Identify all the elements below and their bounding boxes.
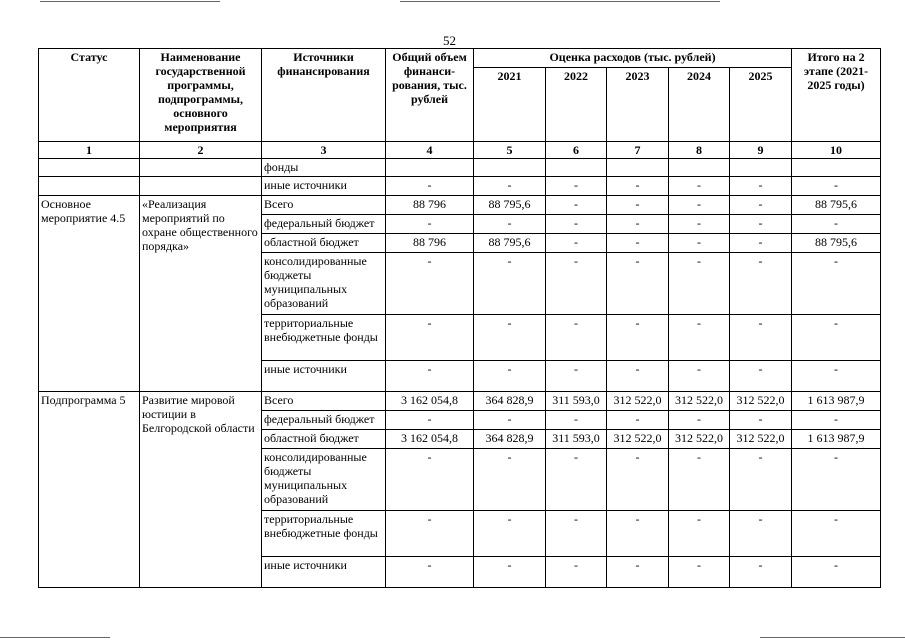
value-cell: - [474, 511, 546, 557]
value-cell: - [386, 361, 474, 392]
value-cell: - [474, 177, 546, 196]
value-cell: - [730, 361, 792, 392]
value-cell [669, 159, 730, 177]
value-cell: - [386, 557, 474, 588]
status-cell: Основное мероприятие 4.5 [39, 196, 140, 392]
value-cell: - [730, 234, 792, 253]
column-number: 6 [546, 142, 607, 159]
value-cell: - [474, 215, 546, 234]
value-cell: - [607, 315, 669, 361]
value-cell: 312 522,0 [730, 392, 792, 411]
value-cell: - [607, 361, 669, 392]
value-cell: - [669, 511, 730, 557]
source-cell: иные источники [262, 177, 386, 196]
status-cell: Подпрограмма 5 [39, 392, 140, 588]
header-year: 2024 [669, 68, 730, 142]
value-cell: - [386, 177, 474, 196]
value-cell [474, 159, 546, 177]
value-cell: - [792, 215, 881, 234]
value-cell: - [386, 215, 474, 234]
source-cell: федеральный бюджет [262, 411, 386, 430]
value-cell: - [669, 177, 730, 196]
source-cell: иные источники [262, 361, 386, 392]
value-cell: - [730, 511, 792, 557]
value-cell: - [546, 215, 607, 234]
value-cell: 3 162 054,8 [386, 430, 474, 449]
value-cell: - [607, 234, 669, 253]
value-cell: - [607, 449, 669, 511]
source-cell: иные источники [262, 557, 386, 588]
source-cell: областной бюджет [262, 430, 386, 449]
value-cell: - [792, 511, 881, 557]
value-cell: - [730, 449, 792, 511]
value-cell: - [546, 315, 607, 361]
value-cell: - [669, 315, 730, 361]
column-number: 3 [262, 142, 386, 159]
value-cell: - [474, 361, 546, 392]
header-year: 2025 [730, 68, 792, 142]
value-cell: - [546, 449, 607, 511]
value-cell: - [474, 411, 546, 430]
value-cell: - [792, 411, 881, 430]
header-year: 2023 [607, 68, 669, 142]
value-cell: - [730, 411, 792, 430]
value-cell: - [792, 361, 881, 392]
value-cell: - [792, 449, 881, 511]
value-cell: 312 522,0 [669, 430, 730, 449]
value-cell: - [792, 557, 881, 588]
value-cell: 312 522,0 [730, 430, 792, 449]
value-cell: - [792, 253, 881, 315]
value-cell: 3 162 054,8 [386, 392, 474, 411]
value-cell: - [607, 196, 669, 215]
header-year: 2022 [546, 68, 607, 142]
value-cell: - [546, 253, 607, 315]
column-number: 1 [39, 142, 140, 159]
value-cell: - [546, 177, 607, 196]
header-stage-total: Итого на 2 этапе (2021-2025 годы) [792, 49, 881, 142]
source-cell: федеральный бюджет [262, 215, 386, 234]
name-cell [140, 159, 262, 177]
table-row [39, 177, 881, 196]
column-number: 8 [669, 142, 730, 159]
source-cell: консолидированные бюджеты муниципальных образований [262, 449, 386, 511]
value-cell: - [474, 557, 546, 588]
table-row [39, 159, 881, 177]
value-cell: - [386, 315, 474, 361]
value-cell: - [792, 315, 881, 361]
value-cell: - [386, 449, 474, 511]
header-status: Статус [39, 49, 140, 142]
column-number: 4 [386, 142, 474, 159]
value-cell: - [607, 177, 669, 196]
value-cell: 364 828,9 [474, 430, 546, 449]
value-cell: - [607, 511, 669, 557]
name-cell: Развитие мировой юстиции в Белгородской области [140, 392, 262, 588]
value-cell: 88 796 [386, 234, 474, 253]
value-cell: - [474, 315, 546, 361]
scan-line-top-right [400, 1, 720, 2]
header-year: 2021 [474, 68, 546, 142]
value-cell: - [546, 511, 607, 557]
value-cell: - [669, 449, 730, 511]
value-cell: - [669, 411, 730, 430]
value-cell: - [669, 253, 730, 315]
name-cell [140, 177, 262, 196]
value-cell: - [546, 196, 607, 215]
column-number: 7 [607, 142, 669, 159]
value-cell: 1 613 987,9 [792, 430, 881, 449]
value-cell: - [386, 253, 474, 315]
header-program-name: Наименование государственной программы, подпрограммы, основного мероприятия [140, 49, 262, 142]
value-cell: - [730, 196, 792, 215]
value-cell: - [546, 234, 607, 253]
value-cell: - [546, 557, 607, 588]
value-cell: - [546, 361, 607, 392]
value-cell: - [730, 253, 792, 315]
table-row [39, 392, 881, 411]
source-cell: территориальные внебюджетные фонды [262, 511, 386, 557]
value-cell: 1 613 987,9 [792, 392, 881, 411]
value-cell: 312 522,0 [669, 392, 730, 411]
column-numbers-row [39, 142, 881, 159]
value-cell: 311 593,0 [546, 430, 607, 449]
value-cell [546, 159, 607, 177]
value-cell: 312 522,0 [607, 430, 669, 449]
value-cell: - [386, 511, 474, 557]
value-cell: 311 593,0 [546, 392, 607, 411]
header-total-volume: Общий объем финанси-рования, тыс. рублей [386, 49, 474, 142]
source-cell: консолидированные бюджеты муниципальных образований [262, 253, 386, 315]
scan-line-top [40, 1, 220, 2]
value-cell [607, 159, 669, 177]
value-cell: - [474, 253, 546, 315]
value-cell: - [669, 234, 730, 253]
source-cell: областной бюджет [262, 234, 386, 253]
value-cell: 88 796 [386, 196, 474, 215]
value-cell: - [730, 557, 792, 588]
source-cell: территориальные внебюджетные фонды [262, 315, 386, 361]
header-estimate: Оценка расходов (тыс. рублей) [474, 49, 792, 68]
page-number: 52 [443, 33, 456, 48]
value-cell [730, 159, 792, 177]
value-cell: 88 795,6 [474, 196, 546, 215]
value-cell: 312 522,0 [607, 392, 669, 411]
source-cell: фонды [262, 159, 386, 177]
value-cell [792, 159, 881, 177]
value-cell: - [546, 411, 607, 430]
value-cell: - [730, 177, 792, 196]
source-cell: Всего [262, 392, 386, 411]
column-number: 5 [474, 142, 546, 159]
value-cell: - [607, 411, 669, 430]
value-cell: - [386, 411, 474, 430]
value-cell: 88 795,6 [792, 234, 881, 253]
status-cell [39, 159, 140, 177]
column-number: 10 [792, 142, 881, 159]
table-row [39, 196, 881, 215]
value-cell: - [607, 215, 669, 234]
value-cell: - [669, 196, 730, 215]
scan-line-bottom-right [760, 637, 905, 638]
value-cell: - [730, 315, 792, 361]
value-cell: 364 828,9 [474, 392, 546, 411]
value-cell: - [669, 557, 730, 588]
value-cell: - [669, 361, 730, 392]
source-cell: Всего [262, 196, 386, 215]
value-cell: - [792, 177, 881, 196]
value-cell: - [730, 215, 792, 234]
status-cell [39, 177, 140, 196]
value-cell: 88 795,6 [474, 234, 546, 253]
header-sources: Источники финансирования [262, 49, 386, 142]
scan-line-bottom-left [0, 637, 110, 638]
table-body [39, 142, 881, 588]
budget-table [38, 48, 881, 588]
name-cell: «Реализация мероприятий по охране общественного порядка» [140, 196, 262, 392]
value-cell [386, 159, 474, 177]
value-cell: - [607, 557, 669, 588]
column-number: 2 [140, 142, 262, 159]
column-number: 9 [730, 142, 792, 159]
value-cell: 88 795,6 [792, 196, 881, 215]
value-cell: - [669, 215, 730, 234]
value-cell: - [474, 449, 546, 511]
value-cell: - [607, 253, 669, 315]
